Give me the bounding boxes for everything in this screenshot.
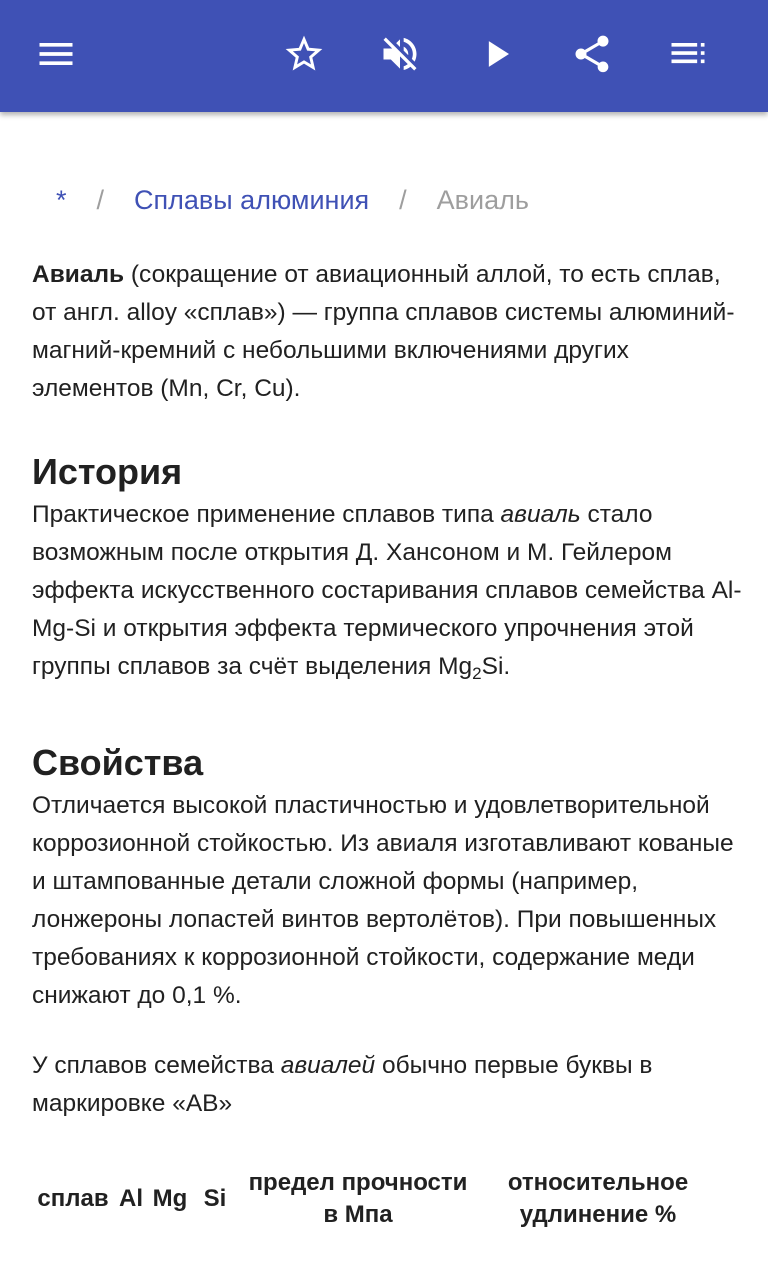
marking-paragraph — [32, 1047, 744, 1123]
play-button[interactable] — [470, 26, 526, 82]
intro-text: (сокращение от авиационный аллой, то есть сплав, от англ. alloy «сплав») — группа сплавов системы алюминий-магний-кремний с небольшими включениями других элементов (Mn, Cr, Cu). — [32, 261, 735, 402]
table-header-row — [32, 1159, 718, 1239]
breadcrumb-current: Авиаль — [436, 184, 529, 215]
hamburger-menu-icon — [34, 32, 78, 76]
history-term: авиаль — [500, 501, 581, 528]
history-subscript: 2 — [472, 664, 482, 683]
breadcrumb — [56, 180, 529, 220]
intro-paragraph — [32, 256, 744, 408]
star-outline-icon — [282, 32, 326, 76]
volume-off-icon — [378, 32, 422, 76]
intro-term: Авиаль — [32, 261, 125, 288]
breadcrumb-separator: / — [96, 184, 105, 215]
history-paragraph — [32, 496, 744, 693]
marking-term: авиалей — [280, 1052, 376, 1079]
app-toolbar — [0, 0, 768, 112]
table-header-mg: Mg — [152, 1185, 188, 1212]
play-icon — [476, 32, 520, 76]
history-heading: История — [32, 451, 183, 492]
marking-text: обычно первые буквы в маркировке «АВ» — [32, 1052, 653, 1117]
playlist-icon — [666, 32, 710, 76]
breadcrumb-separator: / — [399, 184, 407, 215]
table-header-elongation: относительное удлинение % — [507, 1169, 689, 1228]
alloy-properties-table — [32, 1159, 718, 1239]
share-button[interactable] — [564, 26, 620, 82]
article-body — [32, 256, 744, 1239]
article-content — [0, 112, 768, 1280]
breadcrumb-category-link[interactable]: Сплавы алюминия — [134, 184, 370, 215]
table-header-alloy: сплав — [37, 1185, 109, 1212]
menu-button[interactable] — [28, 26, 84, 82]
history-text: Практическое применение сплавов типа — [32, 501, 501, 528]
history-text: Si. — [481, 653, 511, 680]
favorite-button[interactable] — [276, 26, 332, 82]
history-text: стало возможным после открытия Д. Хансоном и М. Гейлером эффекта искусственного состаривания сплавов семейства Al-Mg-Si и открытия эффекта термического упрочнения этой группы сплавов за счёт выделения Mg — [32, 501, 742, 680]
table-header-al: Al — [119, 1185, 143, 1212]
sound-toggle-button[interactable] — [372, 26, 428, 82]
properties-paragraph: Отличается высокой пластичностью и удовлетворительной коррозионной стойкостью. Из авиаля изготавливают кованые и штампованные детали сложной формы (например, лонжероны лопастей винтов вертолётов). При повышенных требованиях к коррозионной стойкости, содержание меди снижают до 0,1 %. — [32, 792, 734, 1009]
table-header-si: Si — [203, 1185, 227, 1212]
share-icon — [570, 32, 614, 76]
properties-heading: Свойства — [32, 742, 204, 783]
table-header-strength: предел прочности в Мпа — [248, 1169, 468, 1228]
marking-text: У сплавов семейства — [32, 1052, 281, 1079]
contents-button[interactable] — [660, 26, 716, 82]
breadcrumb-root-link[interactable]: * — [56, 184, 67, 215]
